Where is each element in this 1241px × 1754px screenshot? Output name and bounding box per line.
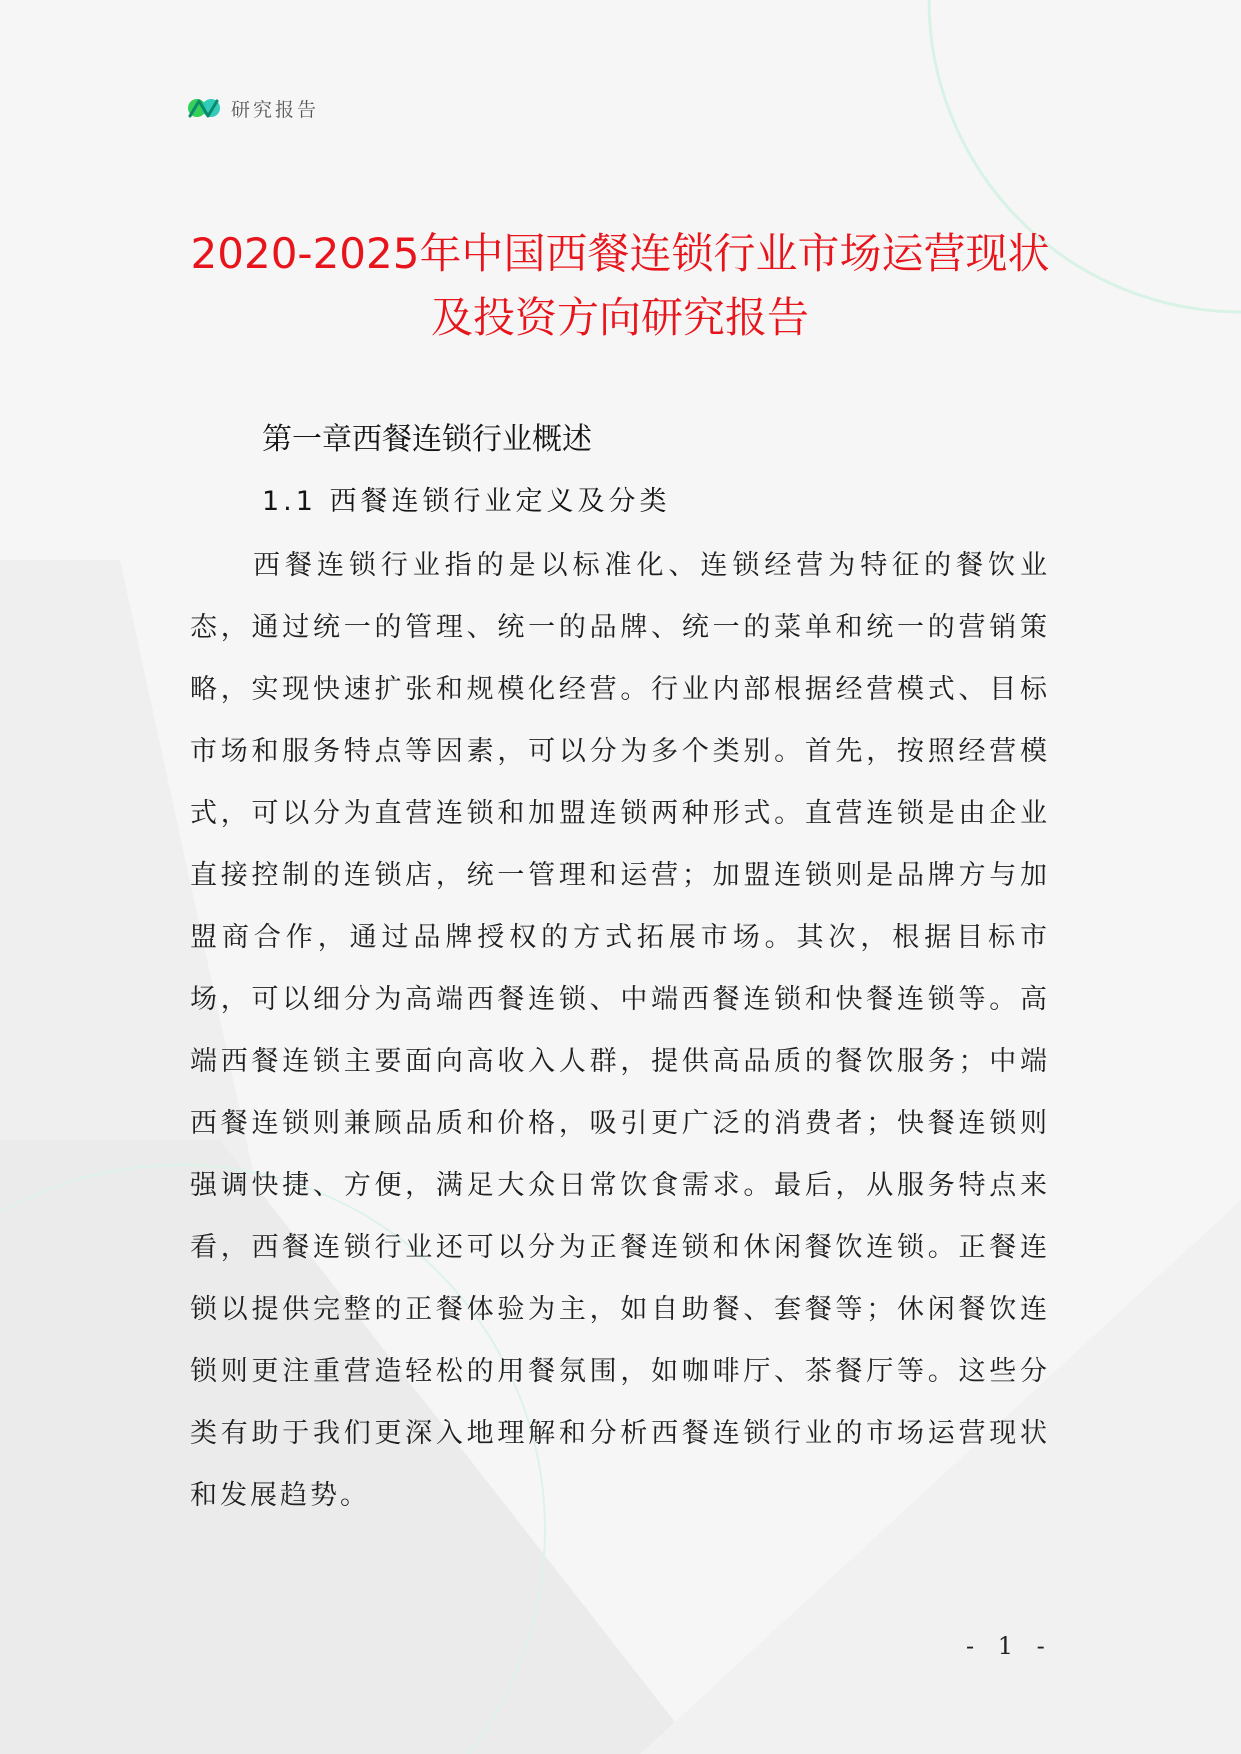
- body-paragraph: 西餐连锁行业指的是以标准化、连锁经营为特征的餐饮业态，通过统一的管理、统一的品牌、统一的菜单和统一的营销策略，实现快速扩张和规模化经营。行业内部根据经营模式、目标市场和服务特点等因素，可以分为多个类别。首先，按照经营模式，可以分为直营连锁和加盟连锁两种形式。直营连锁是由企业直接控制的连锁店，统一管理和运营；加盟连锁则是品牌方与加盟商合作，通过品牌授权的方式拓展市场。其次，根据目标市场，可以细分为高端西餐连锁、中端西餐连锁和快餐连锁等。高端西餐连锁主要面向高收入人群，提供高品质的餐饮服务；中端西餐连锁则兼顾品质和价格，吸引更广泛的消费者；快餐连锁则强调快捷、方便，满足大众日常饮食需求。最后，从服务特点来看，西餐连锁行业还可以分为正餐连锁和休闲餐饮连锁。正餐连锁以提供完整的正餐体验为主，如自助餐、套餐等；休闲餐饮连锁则更注重营造轻松的用餐氛围，如咖啡厅、茶餐厅等。这些分类有助于我们更深入地理解和分析西餐连锁行业的市场运营现状和发展趋势。: [190, 550, 1050, 1511]
- page-number: - 1 -: [966, 1632, 1053, 1660]
- header-label: 研究报告: [231, 98, 320, 121]
- document-title: 2020-2025年中国西餐连锁行业市场运营现状及投资方向研究报告: [190, 229, 1050, 342]
- leaf-logo-icon: [186, 92, 222, 124]
- section-heading: 1.1 西餐连锁行业定义及分类: [262, 486, 671, 517]
- chapter-heading: 第一章西餐连锁行业概述: [262, 422, 592, 457]
- report-header: [186, 90, 319, 126]
